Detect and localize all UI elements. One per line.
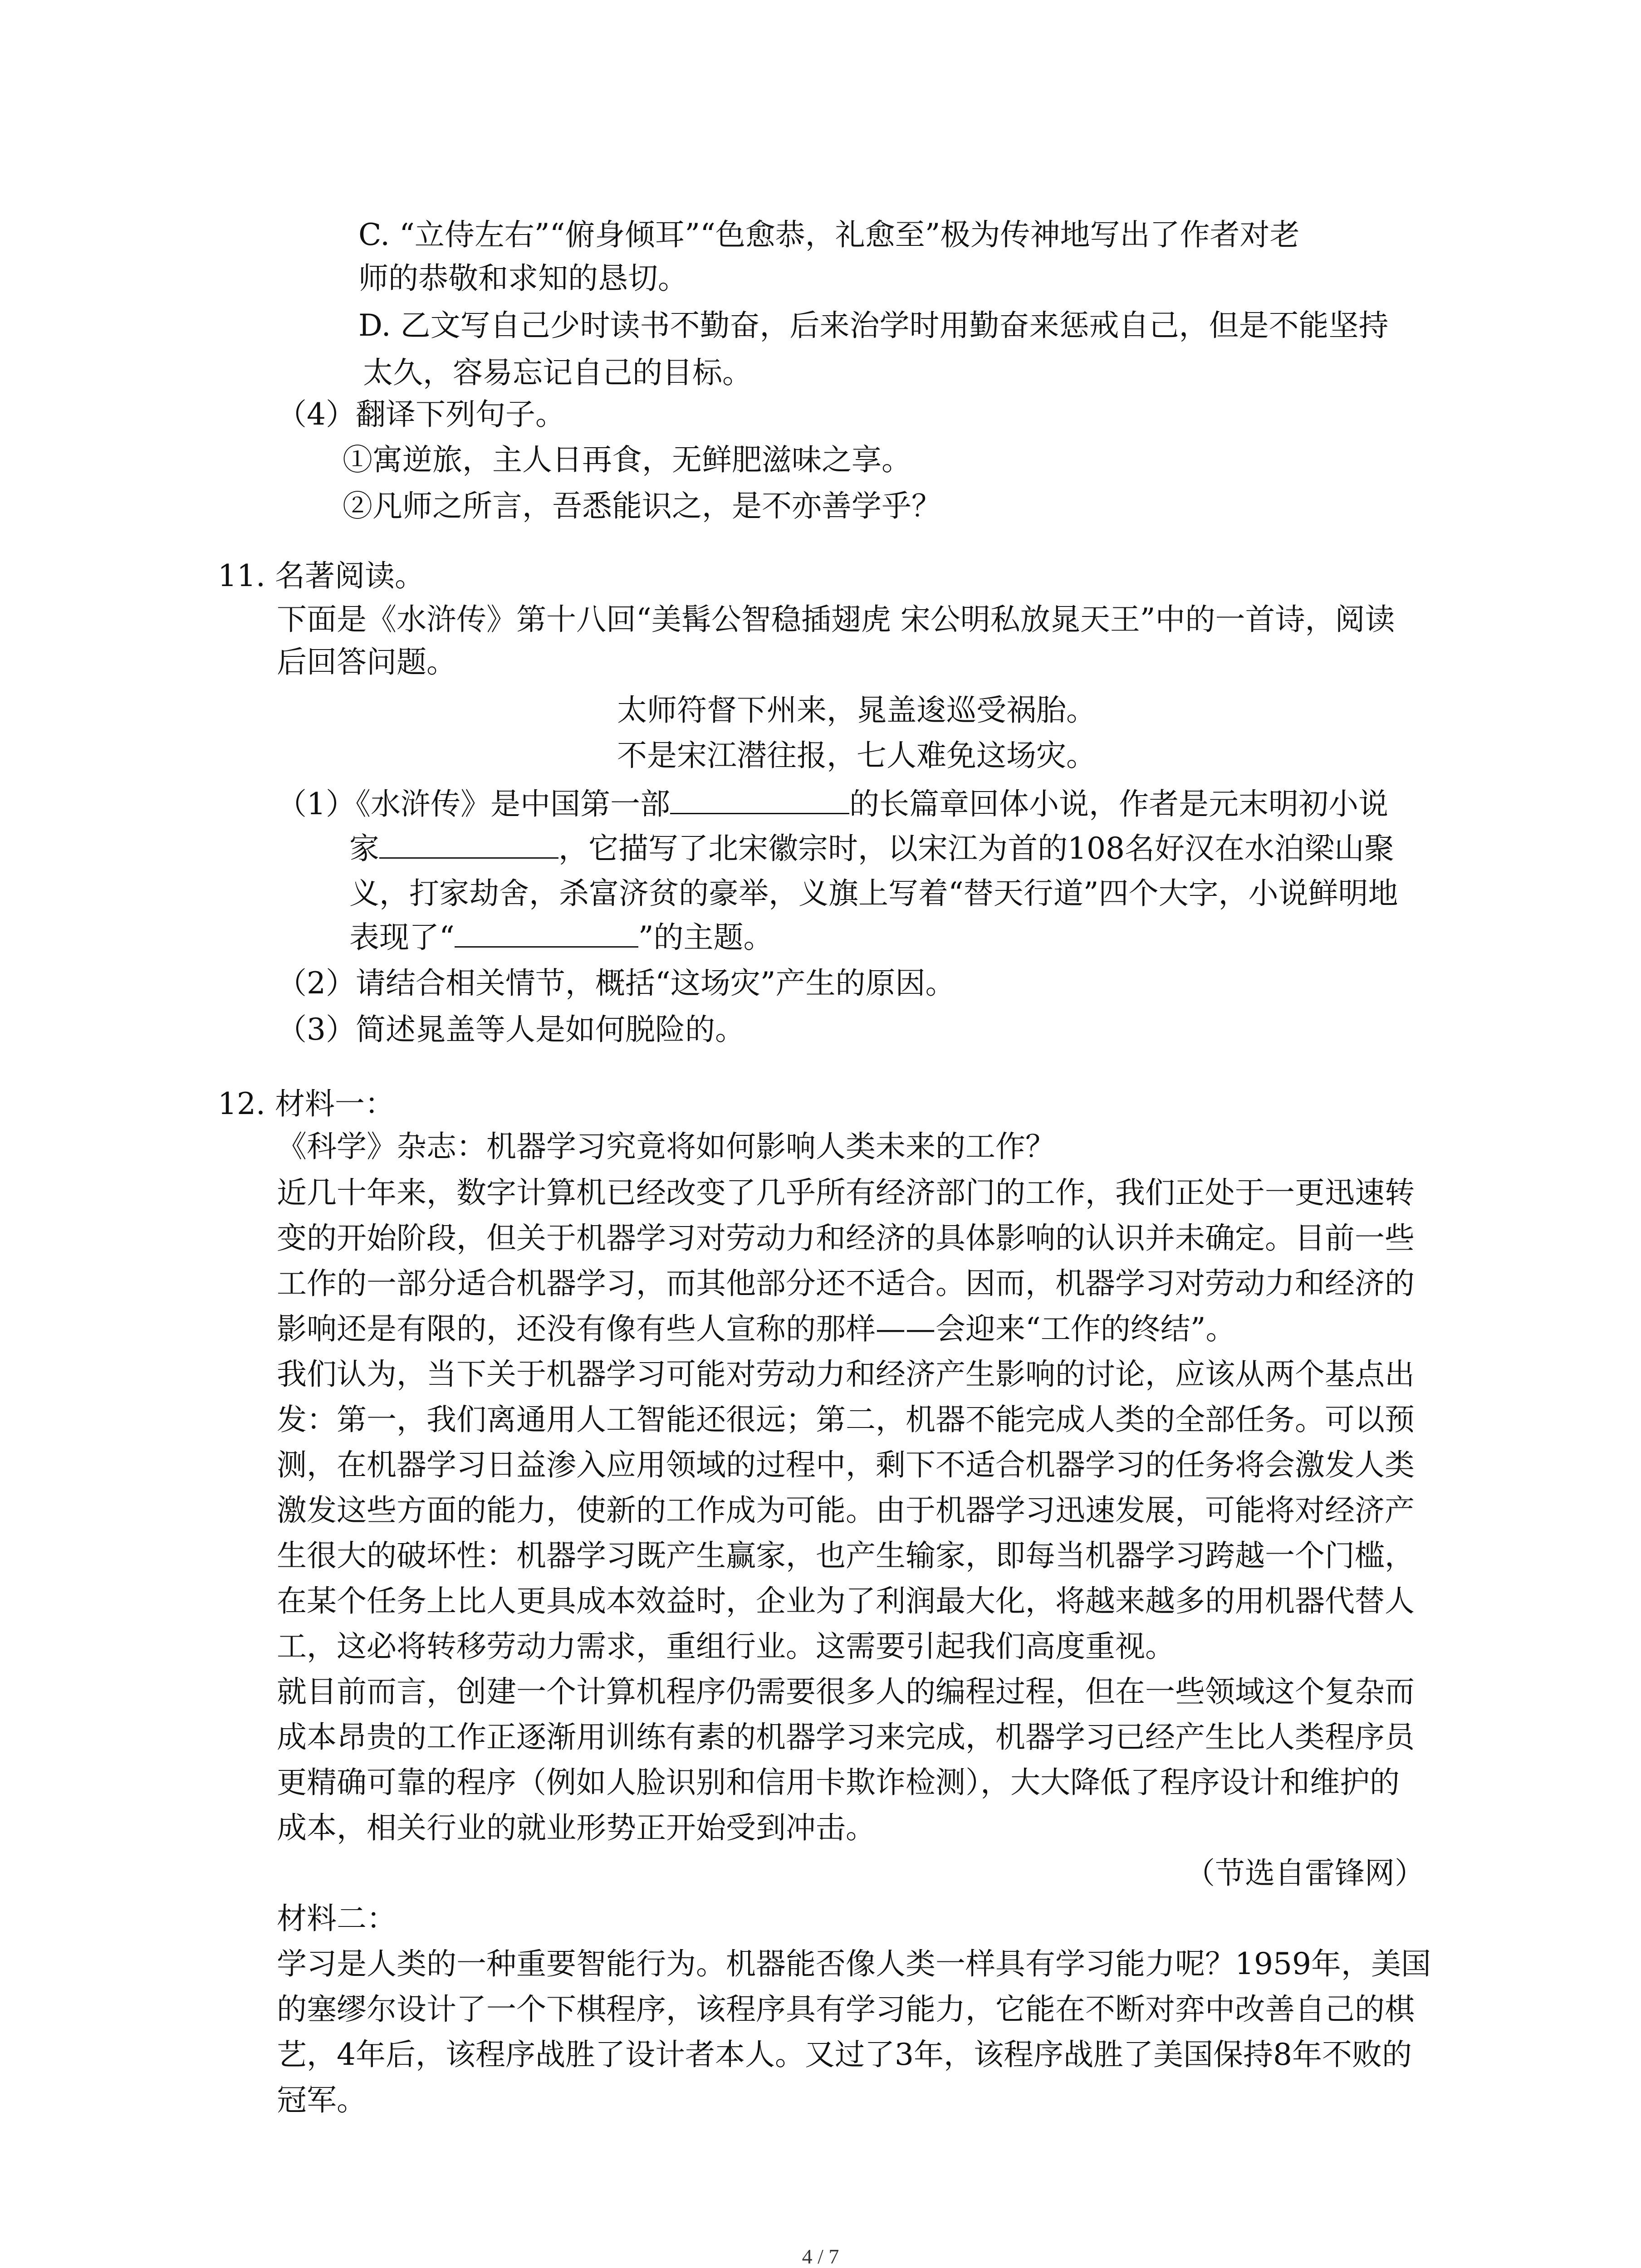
q12-p1-line2: 变的开始阶段，但关于机器学习对劳动力和经济的具体影响的认识并未确定。目前一些 bbox=[277, 1221, 1415, 1256]
q12-p2-line7: 工，这必将转移劳动力需求，重组行业。这需要引起我们高度重视。 bbox=[277, 1629, 1175, 1664]
q11-sub1-text-d: ，它描写了北宋徽宗时，以宋江为首的108名好汉在水泊梁山聚 bbox=[558, 831, 1394, 866]
q11-sub1-line4 bbox=[349, 914, 774, 960]
q12-p1-line4: 影响还是有限的，还没有像有些人宣称的那样——会迎来“工作的终结”。 bbox=[277, 1311, 1236, 1346]
q11-sub1-text-f: 表现了“ bbox=[349, 920, 455, 955]
q12-p4-line1: 学习是人类的一种重要智能行为。机器能否像人类一样具有学习能力呢？1959年，美国 bbox=[277, 1946, 1431, 1981]
q11-sub1-text-a: （1）《水浒传》是中国第一部 bbox=[277, 787, 670, 821]
q12-p2-line3: 测，在机器学习日益渗入应用领域的过程中，剩下不适合机器学习的任务将会激发人类 bbox=[277, 1447, 1415, 1482]
q12-source: （节选自雷锋网） bbox=[1185, 1856, 1425, 1891]
q10-sub4: （4）翻译下列句子。 bbox=[277, 397, 565, 432]
q10-option-d-line2: 太久，容易忘记自己的目标。 bbox=[363, 355, 752, 390]
q11-intro-line1: 下面是《水浒传》第十八回“美髯公智稳插翅虎 宋公明私放晁天王”中的一首诗，阅读 bbox=[277, 602, 1395, 637]
q12-p2-line4: 激发这些方面的能力，使新的工作成为可能。由于机器学习迅速发展，可能将对经济产 bbox=[277, 1493, 1415, 1528]
q12-p2-line5: 生很大的破坏性：机器学习既产生赢家，也产生输家，即每当机器学习跨越一个门槛， bbox=[277, 1538, 1415, 1573]
q12-p2-line1: 我们认为，当下关于机器学习可能对劳动力和经济产生影响的讨论，应该从两个基点出 bbox=[277, 1357, 1415, 1392]
q12-p3-line1: 就目前而言，创建一个计算机程序仍需要很多人的编程过程，但在一些领域这个复杂而 bbox=[277, 1674, 1415, 1709]
page-number: 4 / 7 bbox=[802, 2245, 839, 2268]
q11-poem-line1: 太师符督下州来，晁盖逡巡受祸胎。 bbox=[617, 693, 1096, 728]
q11-intro-line2: 后回答问题。 bbox=[277, 645, 456, 679]
q12-p3-line4: 成本，相关行业的就业形势正开始受到冲击。 bbox=[277, 1810, 876, 1845]
q12-p2-line2: 发：第一，我们离通用人工智能还很远；第二，机器不能完成人类的全部任务。可以预 bbox=[277, 1402, 1415, 1437]
q12-p3-line2: 成本昂贵的工作正逐渐用训练有素的机器学习来完成，机器学习已经产生比人类程序员 bbox=[277, 1720, 1415, 1755]
q10-option-c-line1: C. “立侍左右”“俯身倾耳”“色愈恭，礼愈至”极为传神地写出了作者对老 bbox=[358, 217, 1300, 252]
q11-sub1-text-g: ”的主题。 bbox=[638, 920, 774, 955]
q11-sub1-text-c: 家 bbox=[349, 831, 379, 866]
q10-option-d-line1: D. 乙文写自己少时读书不勤奋，后来治学时用勤奋来惩戒自己，但是不能坚持 bbox=[358, 308, 1389, 343]
answer-blank-3[interactable] bbox=[455, 914, 638, 948]
q12-p4-line2: 的塞缪尔设计了一个下棋程序，该程序具有学习能力，它能在不断对弈中改善自己的棋 bbox=[277, 1992, 1415, 2027]
q11-sub1-line2 bbox=[349, 826, 1394, 871]
q11-poem-line2: 不是宋江潜往报，七人难免这场灾。 bbox=[617, 738, 1096, 773]
answer-blank-1[interactable] bbox=[670, 781, 849, 814]
q11-sub3: （3）简述晁盖等人是如何脱险的。 bbox=[277, 1012, 745, 1047]
q11-sub2: （2）请结合相关情节，概括“这场灾”产生的原因。 bbox=[277, 966, 955, 1001]
q12-p3-line3: 更精确可靠的程序（例如人脸识别和信用卡欺诈检测），大大降低了程序设计和维护的 bbox=[277, 1765, 1400, 1800]
q11-sub1-line3: 义，打家劫舍，杀富济贫的豪举，义旗上写着“替天行道”四个大字，小说鲜明地 bbox=[349, 876, 1398, 911]
q12-p1-line1: 近几十年来，数字计算机已经改变了几乎所有经济部门的工作，我们正处于一更迅速转 bbox=[277, 1175, 1415, 1210]
q12-material2-label: 材料二： bbox=[277, 1901, 397, 1936]
q12-p1-line3: 工作的一部分适合机器学习，而其他部分还不适合。因而，机器学习对劳动力和经济的 bbox=[277, 1266, 1415, 1301]
q12-heading: 《科学》杂志：机器学习究竟将如何影响人类未来的工作？ bbox=[277, 1129, 1055, 1164]
q12-p4-line4: 冠军。 bbox=[277, 2082, 367, 2117]
q11-title: 11. 名著阅读。 bbox=[218, 558, 425, 593]
q12-title: 12. 材料一： bbox=[218, 1086, 395, 1121]
q12-p4-line3: 艺，4年后，该程序战胜了设计者本人。又过了3年，该程序战胜了美国保持8年不败的 bbox=[277, 2037, 1412, 2072]
answer-blank-2[interactable] bbox=[379, 826, 558, 859]
q12-p2-line6: 在某个任务上比人更具成本效益时，企业为了利润最大化，将越来越多的用机器代替人 bbox=[277, 1584, 1415, 1618]
q10-option-c-line2: 师的恭敬和求知的恳切。 bbox=[358, 261, 688, 296]
q11-sub1-line1 bbox=[277, 781, 1388, 827]
q11-sub1-text-b: 的长篇章回体小说，作者是元末明初小说 bbox=[849, 787, 1388, 821]
q10-sentence-1: ①寓逆旅，主人日再食，无鲜肥滋味之享。 bbox=[343, 442, 911, 477]
q10-sentence-2: ②凡师之所言，吾悉能识之，是不亦善学乎？ bbox=[343, 489, 941, 523]
